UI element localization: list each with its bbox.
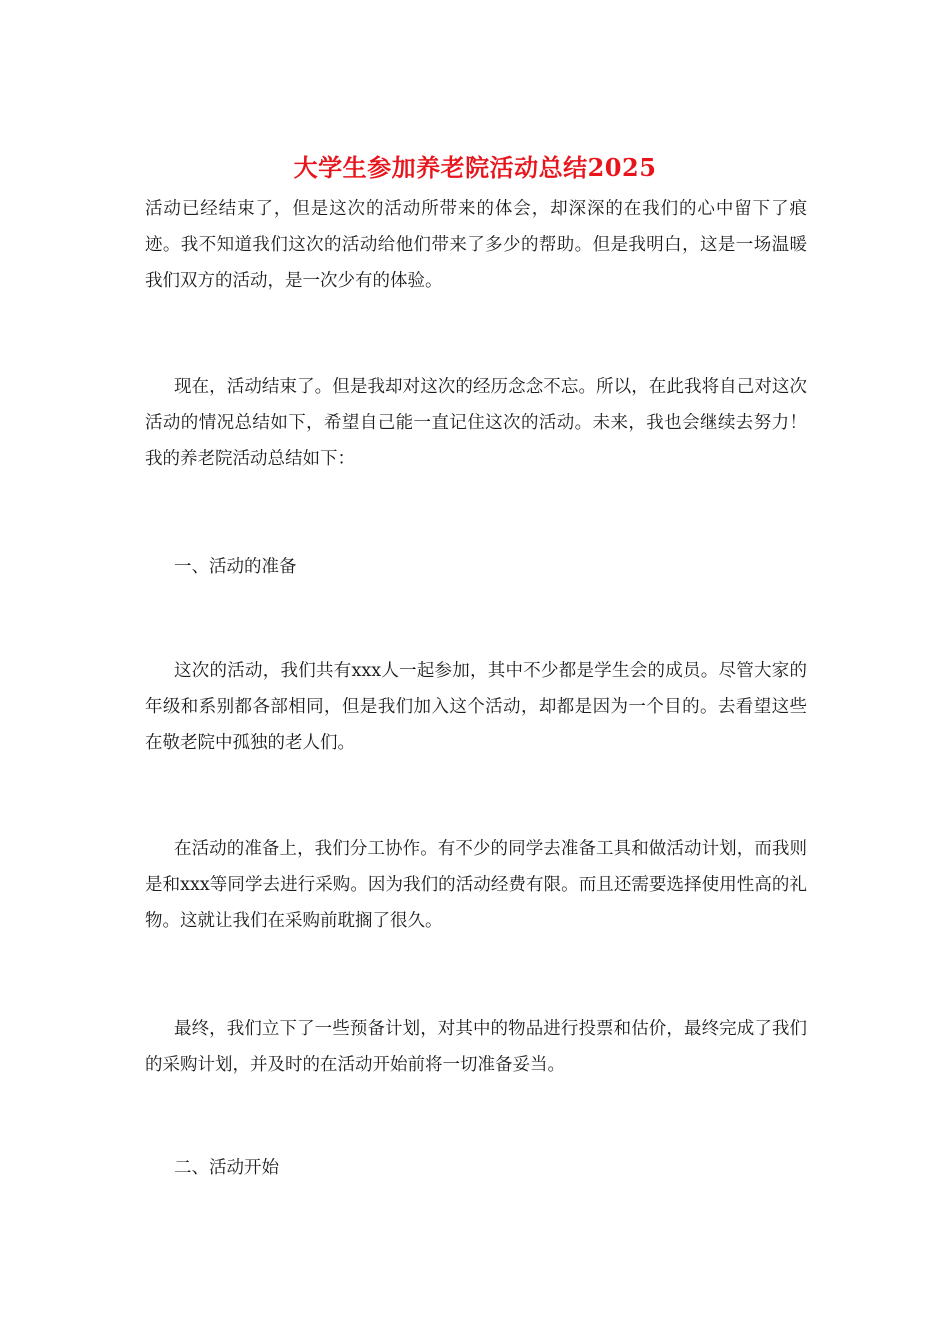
paragraph-participants: 这次的活动，我们共有xxx人一起参加，其中不少都是学生会的成员。尽管大家的年级和系别都各部相同，但是我们加入这个活动，却都是因为一个目的。去看望这些在敬老院中孤独的老人们。 [145, 661, 807, 753]
paragraph-summary-intro: 现在，活动结束了。但是我却对这次的经历念念不忘。所以，在此我将自己对这次活动的情况总结如下，希望自己能一直记住这次的活动。未来，我也会继续去努力！我的养老院活动总结如下： [145, 377, 807, 469]
document-title: 大学生参加养老院活动总结2025 [293, 153, 657, 182]
paragraph-intro: 活动已经结束了，但是这次的活动所带来的体会，却深深的在我们的心中留下了痕迹。我不知道我们这次的活动给他们带来了多少的帮助。但是我明白，这是一场温暖我们双方的活动，是一次少有的体验。 [145, 199, 807, 291]
section-heading-preparation: 一、活动的准备 [174, 557, 297, 577]
paragraph-division-of-work: 在活动的准备上，我们分工协作。有不少的同学去准备工具和做活动计划，而我则是和xxx等同学去进行采购。因为我们的活动经费有限。而且还需要选择使用性高的礼物。这就让我们在采购前耽搁了很久。 [145, 839, 807, 931]
paragraph-purchase-plan: 最终，我们立下了一些预备计划，对其中的物品进行投票和估价，最终完成了我们的采购计划，并及时的在活动开始前将一切准备妥当。 [145, 1019, 807, 1075]
section-heading-activity-start: 二、活动开始 [174, 1158, 279, 1178]
